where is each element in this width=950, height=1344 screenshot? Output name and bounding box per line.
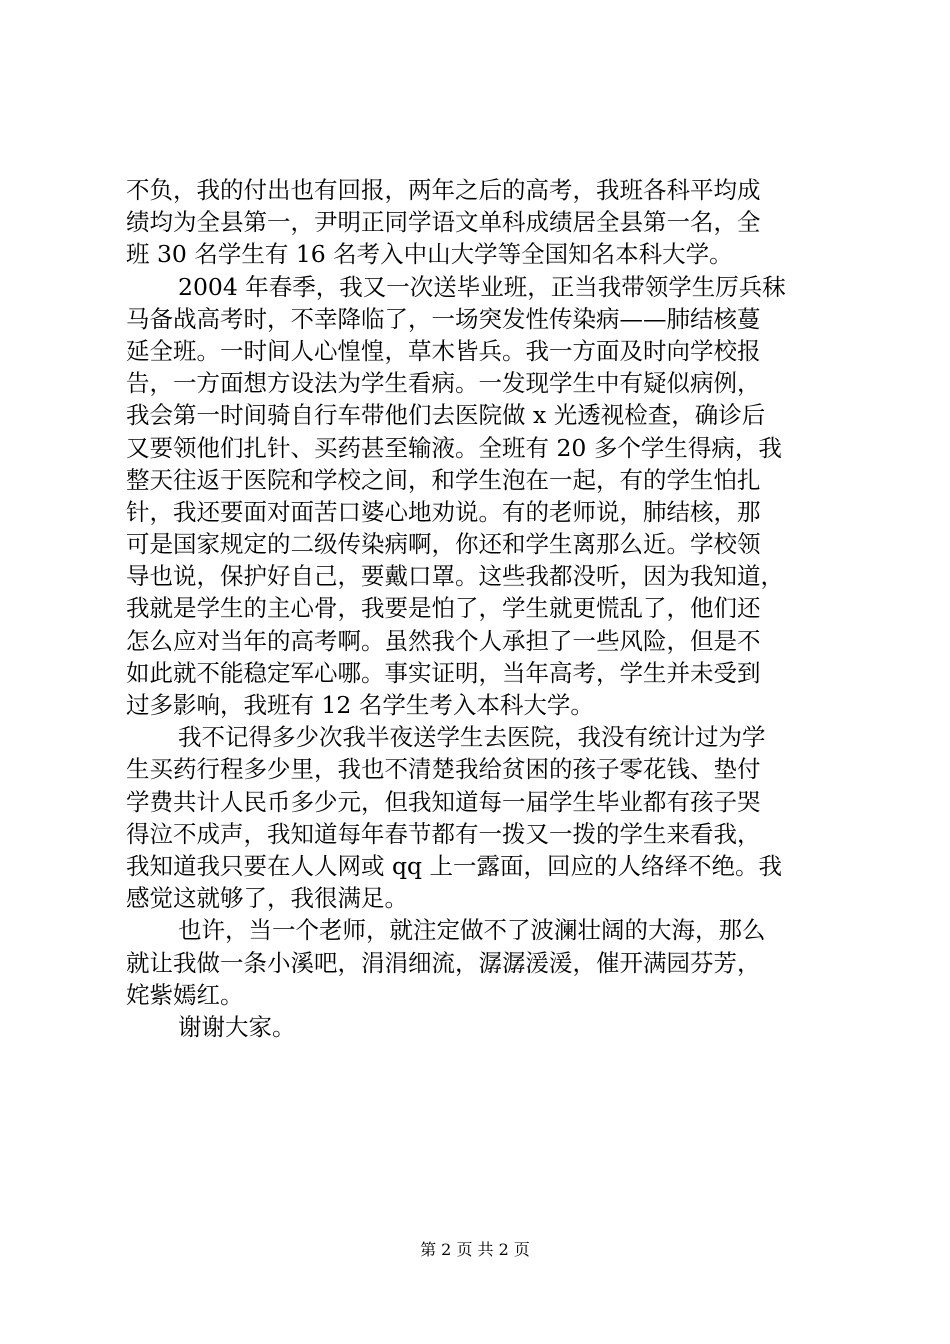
text-line: 绩均为全县第一，尹明正同学语文单科成绩居全县第一名，全	[126, 208, 761, 237]
text-line: 马备战高考时，不幸降临了，一场突发性传染病——肺结核蔓	[126, 304, 761, 333]
text-line: 可是国家规定的二级传染病啊，你还和学生离那么近。学校领	[126, 530, 761, 559]
text-line: 告，一方面想方设法为学生看病。一发现学生中有疑似病例，	[126, 369, 761, 398]
text-line: 感觉这就够了，我很满足。	[126, 884, 408, 913]
text-line: 谢谢大家。	[178, 1012, 296, 1041]
text-line: 如此就不能稳定军心哪。事实证明，当年高考，学生并未受到	[126, 658, 761, 687]
text-line: 导也说，保护好自己，要戴口罩。这些我都没听，因为我知道，	[126, 562, 784, 591]
text-line: 针，我还要面对面苦口婆心地劝说。有的老师说，肺结核，那	[126, 497, 761, 526]
text-line: 就让我做一条小溪吧，涓涓细流，潺潺湲湲，催开满园芬芳，	[126, 948, 761, 977]
text-line: 我不记得多少次我半夜送学生去医院，我没有统计过为学	[178, 723, 766, 752]
body-text	[126, 174, 831, 1043]
text-line: 姹紫嫣红。	[126, 980, 244, 1009]
text-line: 不负，我的付出也有回报，两年之后的高考，我班各科平均成	[126, 176, 761, 204]
text-line: 我知道我只要在人人网或 qq 上一露面，回应的人络绎不绝。我	[126, 851, 783, 880]
text-line: 得泣不成声，我知道每年春节都有一拨又一拨的学生来看我，	[126, 819, 761, 848]
text-line: 也许，当一个老师，就注定做不了波澜壮阔的大海，那么	[178, 916, 766, 945]
text-line: 过多影响，我班有 12 名学生考入本科大学。	[126, 691, 594, 719]
page-footer: 第 2 页 共 2 页	[420, 1240, 530, 1259]
paragraph	[126, 1011, 831, 1043]
paragraph	[126, 174, 831, 271]
text-line: 又要领他们扎针、买药甚至输液。全班有 20 多个学生得病，我	[126, 433, 782, 462]
text-line: 怎么应对当年的高考啊。虽然我个人承担了一些风险，但是不	[126, 626, 761, 655]
text-line: 延全班。一时间人心惶惶，草木皆兵。我一方面及时向学校报	[126, 336, 761, 365]
text-line: 整天往返于医院和学校之间，和学生泡在一起，有的学生怕扎	[126, 465, 761, 494]
text-line: 我会第一时间骑自行车带他们去医院做 x 光透视检查，确诊后	[126, 401, 766, 430]
paragraph	[126, 271, 831, 722]
text-line: 生买药行程多少里，我也不清楚我给贫困的孩子零花钱、垫付	[126, 755, 761, 784]
paragraph	[126, 721, 831, 914]
text-line: 我就是学生的主心骨，我要是怕了，学生就更慌乱了，他们还	[126, 594, 761, 623]
text-line: 2004 年春季，我又一次送毕业班，正当我带领学生厉兵秣	[178, 272, 786, 301]
text-line: 学费共计人民币多少元，但我知道每一届学生毕业都有孩子哭	[126, 787, 761, 816]
text-line: 班 30 名学生有 16 名考入中山大学等全国知名本科大学。	[126, 240, 733, 269]
paragraph	[126, 914, 831, 1011]
